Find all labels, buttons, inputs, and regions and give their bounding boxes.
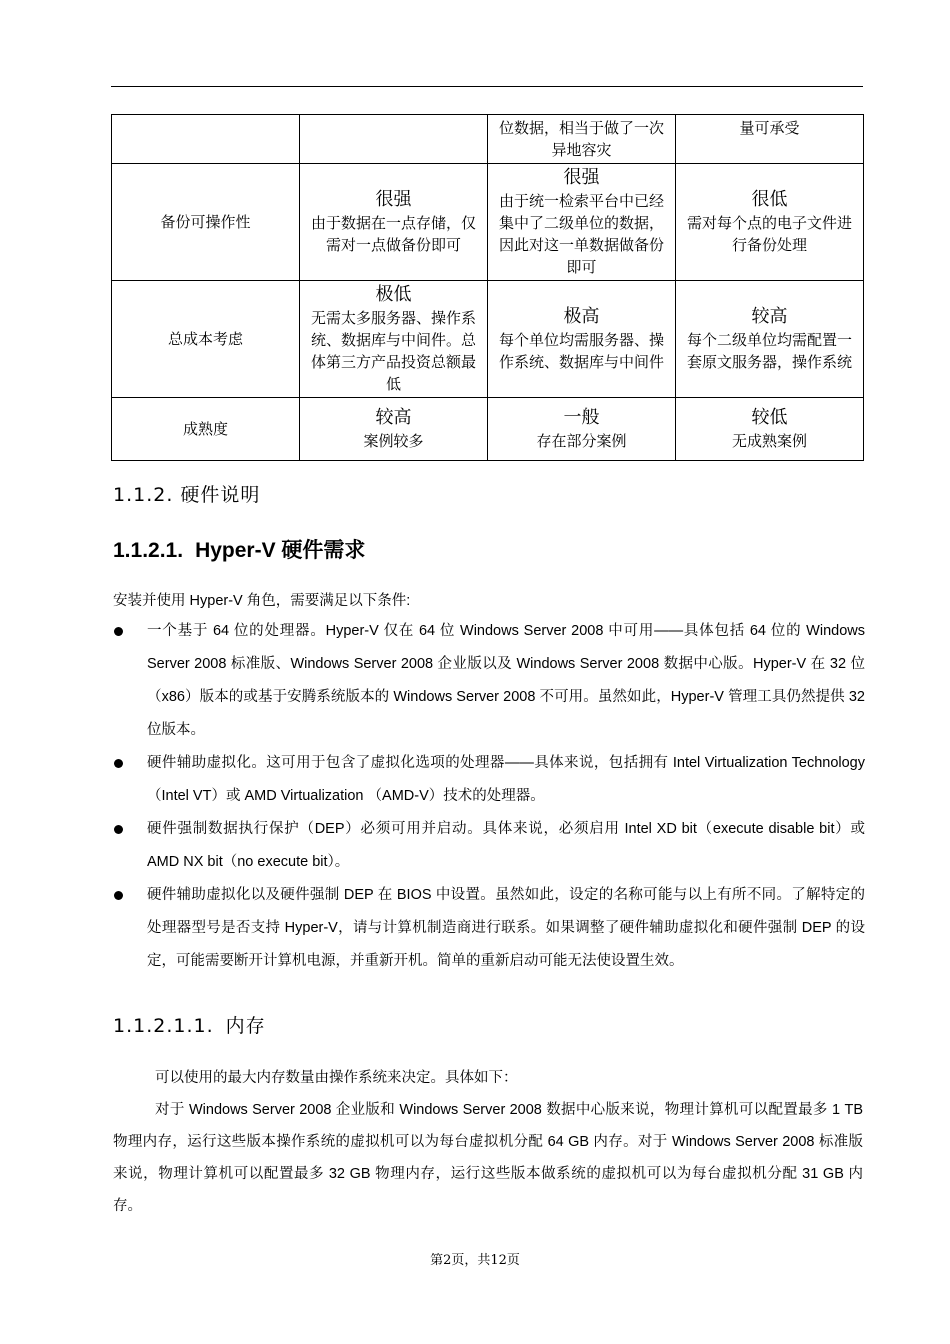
- cell-rating: 较高: [375, 407, 412, 428]
- table-row: [112, 164, 864, 281]
- table-cell: [676, 115, 864, 164]
- section-number: 1.1.2.1.: [113, 539, 184, 562]
- section-number: 1.1.2.1.1.: [113, 1015, 214, 1037]
- header-rule: [111, 86, 863, 87]
- table-cell: [488, 281, 676, 398]
- table-cell: [676, 281, 864, 398]
- cell-description: 位数据，相当于做了一次异地容灾: [498, 119, 664, 159]
- cell-rating: 较高: [751, 306, 788, 327]
- cell-description: 存在部分案例: [536, 432, 627, 450]
- table-row: [112, 115, 864, 164]
- list-item: [113, 813, 865, 879]
- section-heading-memory: [113, 1011, 266, 1038]
- page-footer: 第2页，共12页: [430, 1253, 520, 1268]
- table-cell: [300, 281, 488, 398]
- cell-description: 由于统一检索平台中已经集中了二级单位的数据，因此对这一单数据做备份即可: [498, 192, 664, 276]
- section-title: 内存: [225, 1015, 266, 1037]
- bullet-icon: [114, 891, 123, 900]
- row-label: 成熟度: [112, 398, 300, 461]
- table-cell: [676, 398, 864, 461]
- cell-description: 无成熟案例: [731, 432, 807, 450]
- intro-text: 安装并使用 Hyper-V 角色，需要满足以下条件:: [113, 593, 411, 609]
- section-heading-hyperv: [113, 534, 365, 564]
- list-item-text: 硬件强制数据执行保护（DEP）必须可用并启动。具体来说，必须启用 Intel XD bit（execute disable bit）或 AMD NX bit（no execute bit）。: [147, 821, 865, 870]
- cell-description: 需对每个点的电子文件进行备份处理: [686, 214, 852, 254]
- cell-description: 每个单位均需服务器、操作系统、数据库与中间件: [498, 331, 664, 371]
- requirements-list: [113, 615, 865, 978]
- section-title: Hyper-V 硬件需求: [195, 539, 366, 562]
- list-item-text: 硬件辅助虚拟化以及硬件强制 DEP 在 BIOS 中设置。虽然如此，设定的名称可能与以上有所不同。了解特定的处理器型号是否支持 Hyper-V，请与计算机制造商进行联系。如果调整了硬件辅助虚拟化和硬件强制 DEP 的设定，可能需要断开计算机电源，并重新开机。简单的重新启动可能无法使设置生效。: [147, 887, 865, 969]
- memory-paragraph: 可以使用的最大内存数量由操作系统来决定。具体如下：: [155, 1070, 518, 1086]
- table-cell: [488, 115, 676, 164]
- cell-rating: 极高: [563, 306, 600, 327]
- cell-description: 每个二级单位均需配置一套原文服务器，操作系统: [686, 331, 852, 371]
- table-cell: [676, 164, 864, 281]
- table-cell: [488, 164, 676, 281]
- cell-description: 由于数据在一点存储，仅需对一点做备份即可: [310, 214, 476, 254]
- bullet-icon: [114, 627, 123, 636]
- cell-rating: 很强: [375, 189, 412, 210]
- list-item-text: 一个基于 64 位的处理器。Hyper-V 仅在 64 位 Windows Server 2008 中可用——具体包括 64 位的 Windows Server 2008 标准版、Windows Server 2008 企业版以及 Windows Server 2008 数据中心版。Hyper-V 在 32 位（x86）版本的或基于安腾系统版本的 Windows Server 2008 不可用。虽然如此，Hyper-V 管理工具仍然提供 32 位版本。: [147, 623, 865, 738]
- list-item: [113, 747, 865, 813]
- table-cell: [300, 164, 488, 281]
- section-heading-hardware: 1.1.2. 硬件说明: [113, 484, 261, 506]
- list-item: [113, 615, 865, 747]
- list-item: [113, 879, 865, 978]
- row-label: 备份可操作性: [112, 164, 300, 281]
- cell-description: 案例较多: [363, 432, 424, 450]
- cell-rating: 较低: [751, 407, 788, 428]
- row-label: [112, 115, 300, 164]
- cell-rating: 一般: [563, 407, 600, 428]
- cell-description: 量可承受: [739, 119, 800, 137]
- table-row: [112, 281, 864, 398]
- cell-rating: 极低: [375, 284, 412, 305]
- table-cell: [300, 115, 488, 164]
- cell-rating: 很强: [563, 167, 600, 188]
- table-cell: [300, 398, 488, 461]
- cell-description: 无需太多服务器、操作系统、数据库与中间件。总体第三方产品投资总额最低: [310, 309, 476, 393]
- memory-paragraph: 对于 Windows Server 2008 企业版和 Windows Server 2008 数据中心版来说，物理计算机可以配置最多 1 TB 物理内存，运行这些版本操作系统的虚拟机可以为每台虚拟机分配 64 GB 内存。对于 Windows Server 2008 标准版来说，物理计算机可以配置最多 32 GB 物理内存，运行这些版本做系统的虚拟机可以为每台虚拟机分配 31 GB 内存。: [113, 1102, 863, 1214]
- cell-rating: 很低: [751, 189, 788, 210]
- table-cell: [488, 398, 676, 461]
- table-row: [112, 398, 864, 461]
- comparison-table: [111, 114, 864, 461]
- list-item-text: 硬件辅助虚拟化。这可用于包含了虚拟化选项的处理器——具体来说，包括拥有 Intel Virtualization Technology（Intel VT）或 AMD Virtualization （AMD-V）技术的处理器。: [147, 755, 865, 804]
- row-label: 总成本考虑: [112, 281, 300, 398]
- bullet-icon: [114, 825, 123, 834]
- bullet-icon: [114, 759, 123, 768]
